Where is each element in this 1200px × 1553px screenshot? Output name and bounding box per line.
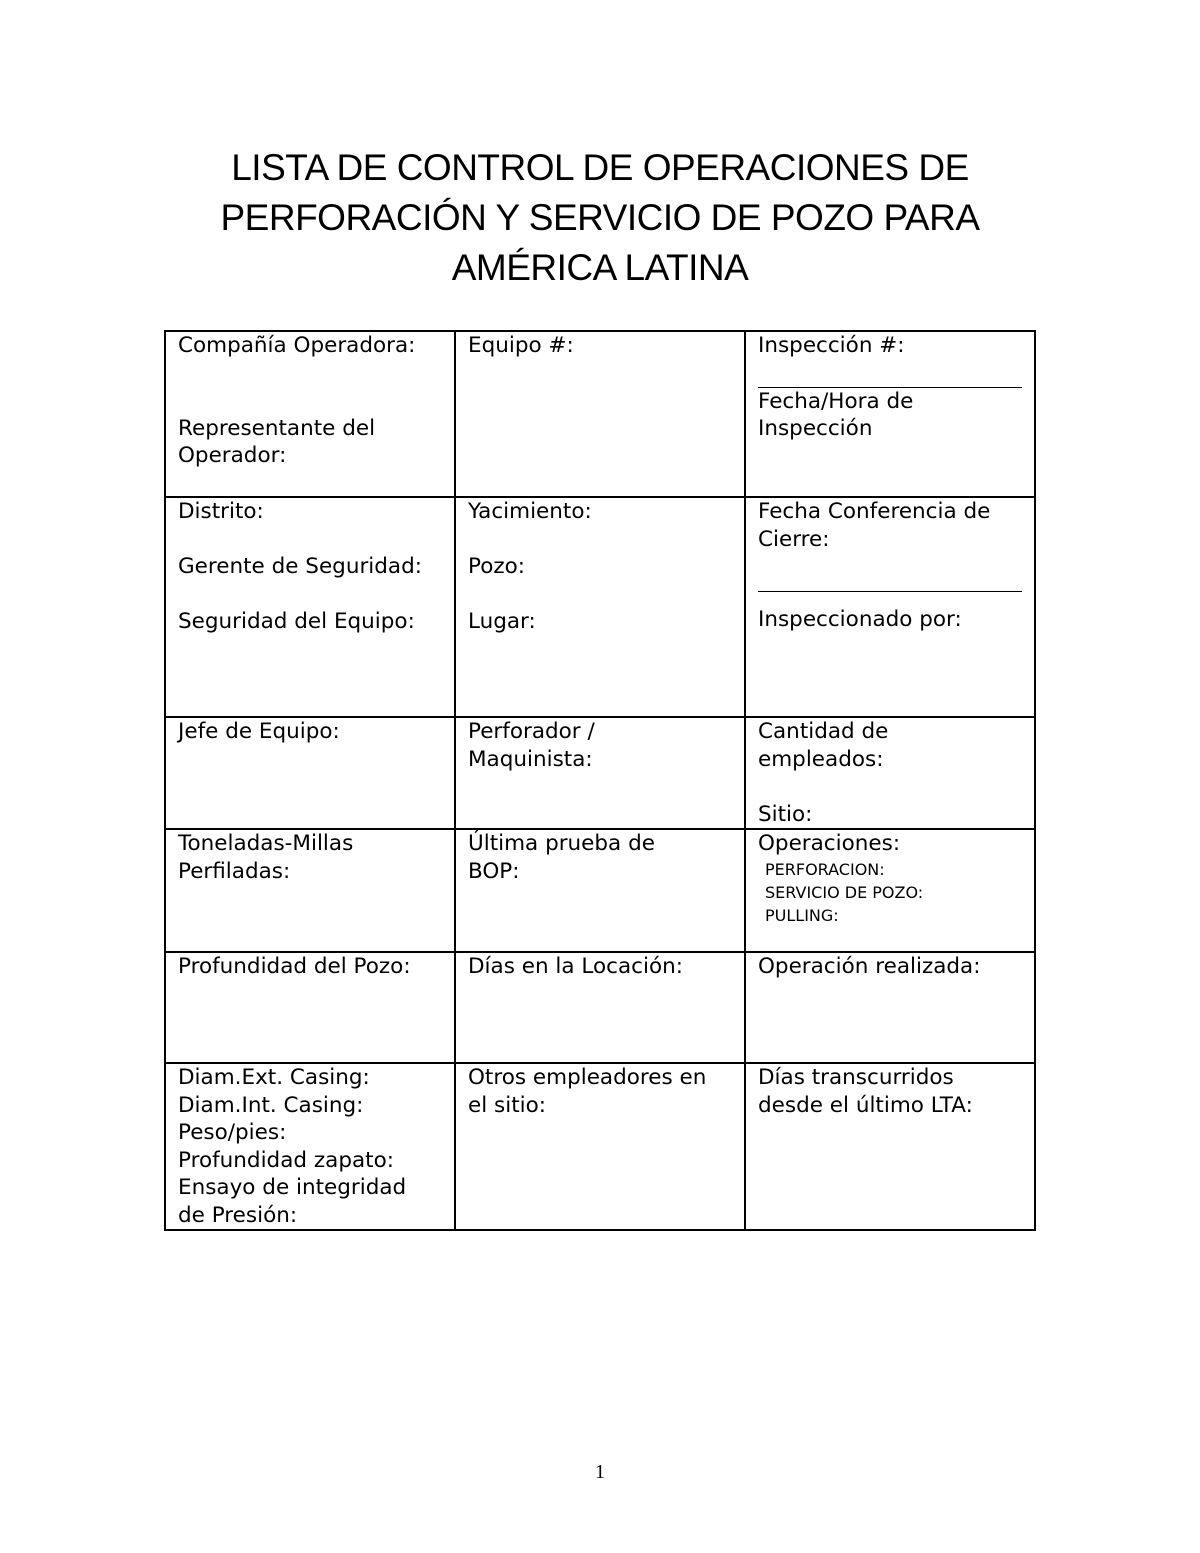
- label-rig-safety: Seguridad del Equipo:: [178, 609, 415, 634]
- label-site: Sitio:: [758, 801, 813, 827]
- label-well-depth: Profundidad del Pozo:: [178, 954, 411, 979]
- label-district: Distrito:: [178, 499, 264, 524]
- label-casing-id: Diam.Int. Casing:: [178, 1092, 364, 1118]
- label-casing-od: Diam.Ext. Casing:: [178, 1065, 370, 1090]
- label-rig-manager: Jefe de Equipo:: [178, 719, 340, 744]
- cell-well-depth: [165, 952, 455, 1063]
- label-weight-per-foot: Peso/pies:: [178, 1120, 287, 1145]
- label-inspection-date-2: Inspección: [758, 416, 873, 441]
- label-closing-conference-1: Fecha Conferencia de: [758, 499, 991, 524]
- label-safety-manager: Gerente de Seguridad:: [178, 554, 422, 579]
- page-number: 1: [595, 1461, 605, 1483]
- cell-employee-count: [745, 717, 1035, 829]
- cell-operating-company: [165, 331, 455, 497]
- table-row: [165, 1063, 1035, 1230]
- title-line-2: PERFORACIÓN Y SERVICIO DE POZO PARA: [220, 197, 980, 238]
- cell-operations: [745, 829, 1035, 952]
- cell-operation-performed: [745, 952, 1035, 1063]
- cell-days-on-location: [455, 952, 745, 1063]
- label-operator-rep-2: Operador:: [178, 443, 287, 468]
- label-last-bop-test-2: BOP:: [468, 858, 520, 884]
- label-pressure-integrity-2: de Presión:: [178, 1202, 298, 1228]
- label-location: Lugar:: [468, 609, 536, 634]
- table-row: [165, 331, 1035, 497]
- label-employee-count-2: empleados:: [758, 746, 884, 772]
- cell-days-since-lta: [745, 1063, 1035, 1230]
- label-pressure-integrity-1: Ensayo de integridad: [178, 1175, 407, 1200]
- table-row: [165, 952, 1035, 1063]
- operation-option-drilling: PERFORACION:: [765, 859, 885, 879]
- label-operations: Operaciones:: [758, 831, 901, 856]
- cell-driller: [455, 717, 745, 829]
- title-line-3: AMÉRICA LATINA: [451, 247, 749, 288]
- cell-inspection-number: [745, 331, 1035, 497]
- label-days-since-lta-2: desde el último LTA:: [758, 1092, 973, 1118]
- label-operation-performed: Operación realizada:: [758, 954, 981, 979]
- cell-district: [165, 497, 455, 717]
- title-line-1: LISTA DE CONTROL DE OPERACIONES DE: [231, 147, 969, 188]
- label-last-bop-test-1: Última prueba de: [468, 831, 655, 856]
- label-operator-rep-1: Representante del: [178, 415, 376, 441]
- label-other-employers-1: Otros empleadores en: [468, 1065, 707, 1090]
- table-row: [165, 717, 1035, 829]
- label-employee-count-1: Cantidad de: [758, 719, 889, 744]
- label-inspection-date-1: Fecha/Hora de: [758, 388, 914, 414]
- cell-rig-number: [455, 331, 745, 497]
- label-ton-miles-2: Perfiladas:: [178, 858, 291, 884]
- cell-field: [455, 497, 745, 717]
- cell-rig-manager: [165, 717, 455, 829]
- cell-last-bop-test: [455, 829, 745, 952]
- cell-ton-miles: [165, 829, 455, 952]
- label-field: Yacimiento:: [468, 499, 592, 524]
- label-rig-number: Equipo #:: [468, 333, 574, 358]
- cell-closing-conference: [745, 497, 1035, 717]
- label-shoe-depth: Profundidad zapato:: [178, 1147, 394, 1173]
- inspection-form-table: [164, 330, 1036, 1231]
- label-operating-company: Compañía Operadora:: [178, 333, 416, 358]
- operation-option-well-service: SERVICIO DE POZO:: [765, 882, 924, 902]
- label-driller-1: Perforador /: [468, 719, 595, 744]
- label-days-on-location: Días en la Locación:: [468, 954, 683, 979]
- label-inspected-by: Inspeccionado por:: [758, 607, 962, 632]
- label-other-employers-2: el sitio:: [468, 1092, 547, 1118]
- cell-other-employers: [455, 1063, 745, 1230]
- document-title: [150, 143, 1050, 293]
- label-ton-miles-1: Toneladas-Millas: [178, 831, 354, 856]
- label-well: Pozo:: [468, 554, 526, 579]
- cell-casing: [165, 1063, 455, 1230]
- table-row: [165, 497, 1035, 717]
- label-inspection-number: Inspección #:: [758, 333, 905, 358]
- label-closing-conference-2: Cierre:: [758, 526, 830, 552]
- label-days-since-lta-1: Días transcurridos: [758, 1065, 954, 1090]
- label-driller-2: Maquinista:: [468, 746, 593, 772]
- table-row: [165, 829, 1035, 952]
- operation-option-pulling: PULLING:: [765, 905, 839, 925]
